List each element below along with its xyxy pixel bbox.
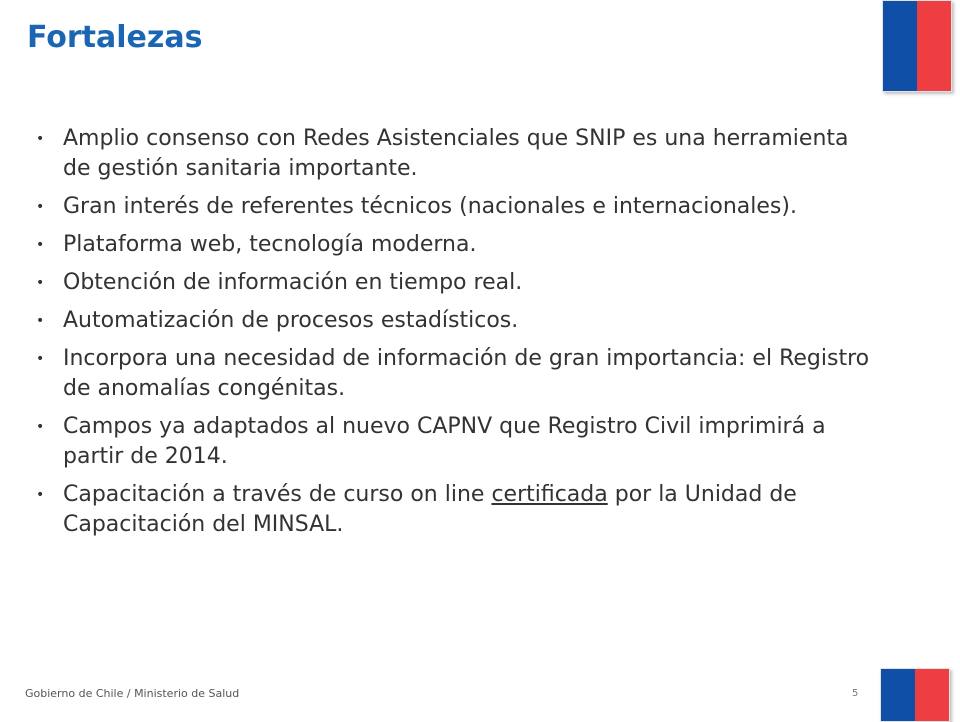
- bullet-text: Campos ya adaptados al nuevo CAPNV que Registro Civil imprimirá a partir de 2014.: [63, 414, 826, 469]
- page-number: 5: [852, 688, 859, 699]
- bullet-text-after: por la Unidad de Capacitación del MINSAL.: [63, 482, 797, 537]
- flag-blue-stripe: [883, 1, 917, 91]
- bullet-dot: •: [36, 237, 45, 253]
- footer-text: Gobierno de Chile / Ministerio de Salud: [25, 687, 240, 700]
- bullet-dot: •: [36, 275, 45, 291]
- bullet-text: Amplio consenso con Redes Asistenciales que SNIP es una herramienta de gestión sanitaria importante.: [63, 126, 849, 181]
- flag-red-stripe: [917, 1, 951, 91]
- bullet-item: [36, 192, 881, 222]
- bullet-dot: •: [36, 313, 45, 329]
- bullet-text: Automatización de procesos estadísticos.: [63, 308, 519, 333]
- bullet-item-last: [36, 480, 881, 540]
- bullet-dot: •: [36, 199, 45, 215]
- chile-flag-icon-footer: [880, 668, 950, 722]
- slide-title: Fortalezas: [27, 20, 203, 55]
- flag-blue-stripe: [881, 669, 915, 721]
- bullet-item: [36, 268, 881, 298]
- bullet-text: Gran interés de referentes técnicos (nacionales e internacionales).: [63, 194, 797, 219]
- bullet-text: Incorpora una necesidad de información de gran importancia: el Registro de anomalías congénitas.: [63, 346, 870, 401]
- bullet-text: Plataforma web, tecnología moderna.: [63, 232, 477, 257]
- bullet-item: [36, 124, 881, 184]
- bullet-text: Obtención de información en tiempo real.: [63, 270, 523, 295]
- flag-red-stripe: [915, 669, 949, 721]
- bullet-text-before: Capacitación a través de curso on line: [63, 482, 492, 507]
- bullet-item: [36, 306, 881, 336]
- bullet-dot: •: [36, 351, 45, 367]
- bullet-list: [36, 124, 881, 548]
- bullet-item: [36, 230, 881, 260]
- chile-flag-icon: [882, 0, 952, 92]
- bullet-dot: •: [36, 487, 45, 503]
- underlined-word: certificada: [491, 482, 608, 507]
- bullet-dot: •: [36, 419, 45, 435]
- bullet-item: [36, 344, 881, 404]
- bullet-dot: •: [36, 131, 45, 147]
- bullet-item: [36, 412, 881, 472]
